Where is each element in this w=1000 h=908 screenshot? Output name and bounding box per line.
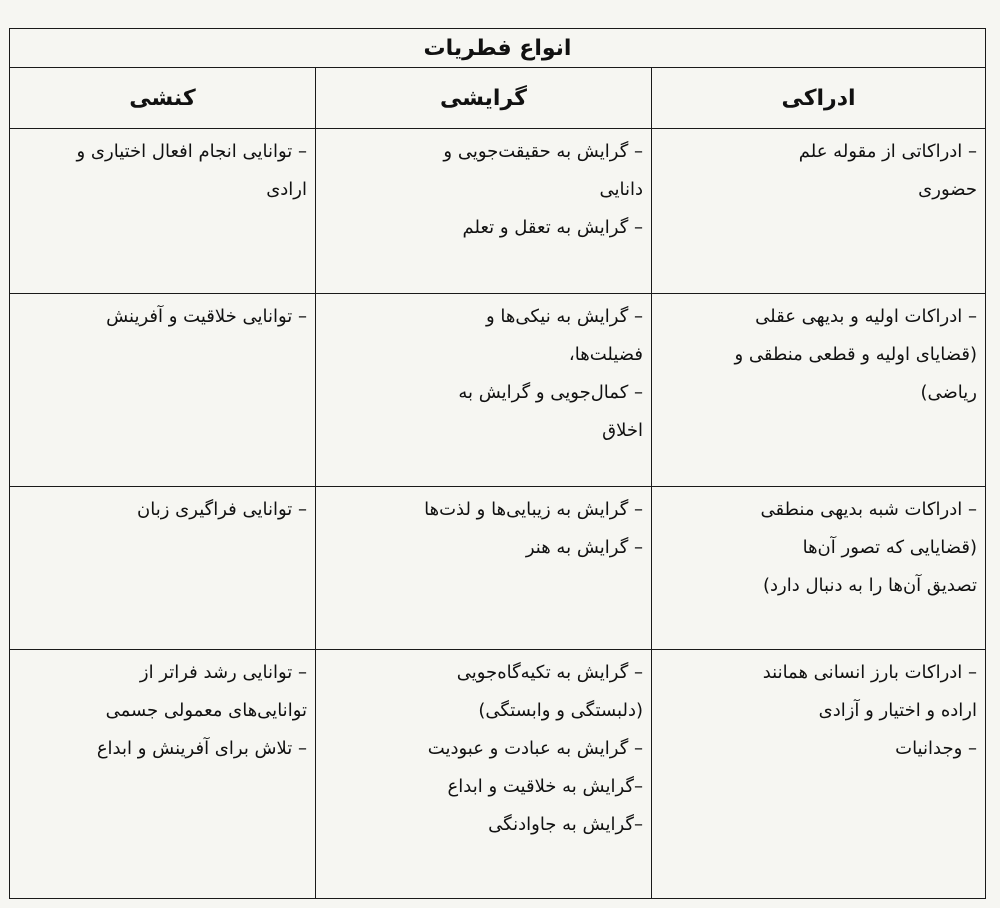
cell-line: – ادراکات اولیه و بدیهی عقلی [755,306,977,327]
table-row [9,650,985,899]
cell-line: – تلاش برای آفرینش و ابداع [96,738,307,759]
cell-idraki [652,294,986,487]
cell-line: حضوری [918,179,977,200]
cell-konshi [9,650,315,899]
cell-konshi [9,129,315,294]
cell-gerayeshi [316,650,652,899]
cell-line: – وجدانیات [895,738,977,759]
cell-line: فضیلت‌ها، [568,344,643,365]
cell-line: –گرایش به جاوادنگی [488,814,643,835]
cell-gerayeshi [316,129,652,294]
cell-konshi [9,294,315,487]
cell-line: – ادراکات بارز انسانی همانند [762,662,977,683]
table-row [9,294,985,487]
cell-line: توانایی‌های معمولی جسمی [105,700,307,721]
cell-line: – گرایش به عبادت و عبودیت [427,738,643,759]
cell-idraki [652,487,986,650]
table-row [9,129,985,294]
fitrat-types-table [9,28,986,899]
cell-line: – توانایی رشد فراتر از [139,662,307,683]
cell-line: (دلبستگی و وابستگی) [478,700,643,721]
fitrat-types-table-container [10,28,986,899]
cell-line: – گرایش به تعقل و تعلم [462,217,643,238]
cell-line: – گرایش به حقیقت‌جویی و [443,141,643,162]
cell-line: – توانایی فراگیری زبان [137,499,307,520]
cell-line: – ادراکاتی از مقوله علم [798,141,977,162]
cell-line: اخلاق [602,420,643,441]
cell-line: – توانایی خلاقیت و آفرینش [106,306,307,327]
cell-idraki [652,650,986,899]
cell-line: اراده و اختیار و آزادی [818,700,977,721]
column-header-gerayeshi: گرایشی [316,68,652,129]
cell-line: تصدیق آن‌ها را به دنبال دارد) [762,575,977,596]
cell-line: –گرایش به خلاقیت و ابداع [447,776,643,797]
cell-gerayeshi [316,487,652,650]
cell-line: – گرایش به هنر [525,537,643,558]
cell-line: دانایی [599,179,643,200]
table-row [9,487,985,650]
column-header-konshi: کنشی [9,68,315,129]
cell-konshi [9,487,315,650]
table-title: انواع فطریات [9,29,985,68]
column-header-row [9,68,985,129]
page-footer-edge [10,896,986,908]
cell-gerayeshi [316,294,652,487]
cell-line: – توانایی انجام افعال اختیاری و [76,141,307,162]
cell-line: – کمال‌جویی و گرایش به [458,382,643,403]
cell-line: (قضایای اولیه و قطعی منطقی و [734,344,977,365]
cell-line: ارادی [266,179,307,200]
column-header-idraki: ادراکی [652,68,986,129]
cell-line: – گرایش به تکیه‌گاه‌جویی [456,662,643,683]
table-title-row [9,29,985,68]
cell-idraki [652,129,986,294]
cell-line: ریاضی) [920,382,977,403]
cell-line: – ادراکات شبه بدیهی منطقی [760,499,977,520]
cell-line: (قضایایی که تصور آن‌ها [802,537,977,558]
cell-line: – گرایش به زیبایی‌ها و لذت‌ها [424,499,643,520]
cell-line: – گرایش به نیکی‌ها و [485,306,643,327]
